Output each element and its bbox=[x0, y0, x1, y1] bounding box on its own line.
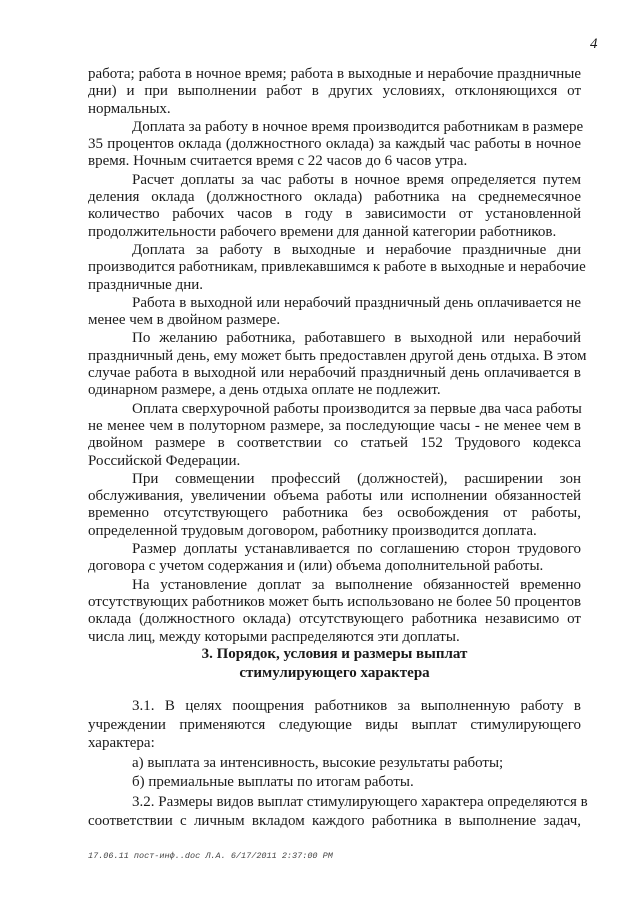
text-line: праздничный день, ему может быть предоставлен другой день отдыха. В этом bbox=[88, 347, 587, 364]
paragraph bbox=[88, 295, 581, 330]
text-line: 3.2. Размеры видов выплат стимулирующего характера определяются в bbox=[132, 793, 588, 810]
paragraph bbox=[88, 773, 581, 792]
text-line: отсутствующих работников может быть использовано не более 50 процентов bbox=[88, 593, 582, 610]
text-line: Российской Федерации. bbox=[88, 452, 241, 469]
text-line: а) выплата за интенсивность, высокие результаты работы; bbox=[132, 754, 504, 771]
text-line: Работа в выходной или нерабочий праздничный день оплачивается не bbox=[132, 294, 581, 311]
text-line: случае работа в выходной или нерабочий праздничный день оплачивается в bbox=[88, 365, 581, 382]
text-line: обслуживания, увеличении объема работы или исполнении обязанностей bbox=[88, 488, 581, 505]
paragraph bbox=[88, 577, 581, 646]
paragraph bbox=[88, 541, 581, 576]
text-line: временно отсутствующего работника без освобождения от работы, bbox=[88, 505, 581, 522]
text-line: количество рабочих часов в году в зависимости от установленной bbox=[88, 206, 581, 223]
text-line: время. Ночным считается время с 22 часов до 6 часов утра. bbox=[88, 153, 468, 170]
text-line: числа лиц, между которыми распределяются эти доплаты. bbox=[88, 628, 460, 645]
text-line: продолжительности рабочего времени для данной категории работников. bbox=[88, 223, 557, 240]
text-line: Доплата за работу в выходные и нерабочие праздничные дни bbox=[132, 241, 581, 258]
text-line: 35 процентов оклада (должностного оклада) за каждый час работы в ночное bbox=[88, 136, 581, 153]
section-heading-line: стимулирующего характера bbox=[239, 665, 430, 681]
paragraph bbox=[88, 754, 581, 773]
paragraph bbox=[88, 697, 581, 753]
text-line: одинарном размере, а день отдыха оплате не подлежит. bbox=[88, 382, 441, 399]
text-line: При совмещении профессий (должностей), расширении зон bbox=[132, 470, 581, 487]
text-line: оклада (должностного оклада) отсутствующего работника независимо от bbox=[88, 611, 581, 628]
text-line: нормальных. bbox=[88, 100, 171, 117]
section-heading bbox=[88, 645, 581, 683]
paragraph bbox=[88, 66, 581, 118]
text-line: учреждении применяются следующие виды выплат стимулирующего bbox=[88, 716, 581, 733]
text-line: Оплата сверхурочной работы производится за первые два часа работы bbox=[132, 400, 582, 417]
text-line: 3.1. В целях поощрения работников за выполненную работу в bbox=[132, 698, 581, 714]
section-heading-line: 3. Порядок, условия и размеры выплат bbox=[201, 646, 468, 662]
body-text-bottom bbox=[88, 697, 588, 831]
text-line: дни) и при выполнении работ в других условиях, отклоняющихся от bbox=[88, 83, 581, 100]
text-line: работа; работа в ночное время; работа в выходные и нерабочие праздничные bbox=[88, 66, 581, 82]
text-line: определенной трудовым договором, работнику производится доплата. bbox=[88, 522, 537, 539]
paragraph bbox=[88, 172, 581, 241]
text-line: договора с учетом содержания и (или) объема дополнительной работы. bbox=[88, 558, 544, 575]
text-line: не менее чем в полуторном размере, за последующие часы - не менее чем в bbox=[88, 417, 581, 434]
text-line: По желанию работника, работавшего в выходной или нерабочий bbox=[132, 330, 581, 347]
text-line: праздничные дни. bbox=[88, 276, 204, 293]
text-line: б) премиальные выплаты по итогам работы. bbox=[132, 774, 414, 791]
paragraph bbox=[88, 241, 586, 294]
text-line: Расчет доплаты за час работы в ночное время определяется путем bbox=[132, 171, 581, 188]
text-line: На установление доплат за выполнение обязанностей временно bbox=[132, 576, 581, 593]
text-line: характера: bbox=[88, 735, 155, 752]
paragraph bbox=[88, 793, 588, 830]
paragraph bbox=[88, 471, 581, 540]
text-line: соответствии с личным вкладом каждого работника в выполнение задач, bbox=[88, 812, 581, 829]
text-line: деления оклада (должностного оклада) работника на среднемесячное bbox=[88, 189, 581, 206]
body-text-top bbox=[88, 66, 587, 647]
text-line: Доплата за работу в ночное время производится работникам в размере bbox=[132, 118, 584, 135]
text-line: Размер доплаты устанавливается по соглашению сторон трудового bbox=[132, 541, 581, 558]
paragraph bbox=[88, 118, 584, 171]
page-number: 4 bbox=[590, 36, 598, 52]
text-line: менее чем в двойном размере. bbox=[88, 312, 281, 329]
text-line: двойном размере в соответствии со статьей 152 Трудового кодекса bbox=[88, 435, 581, 452]
paragraph bbox=[88, 401, 581, 470]
text-line: производится работникам, привлекавшимся к работе в выходные и нерабочие bbox=[88, 259, 586, 276]
footer: 17.06.11 пост-инф..doc Л.А. 6/17/2011 2:37:00 PM bbox=[88, 851, 333, 861]
paragraph bbox=[88, 330, 587, 399]
